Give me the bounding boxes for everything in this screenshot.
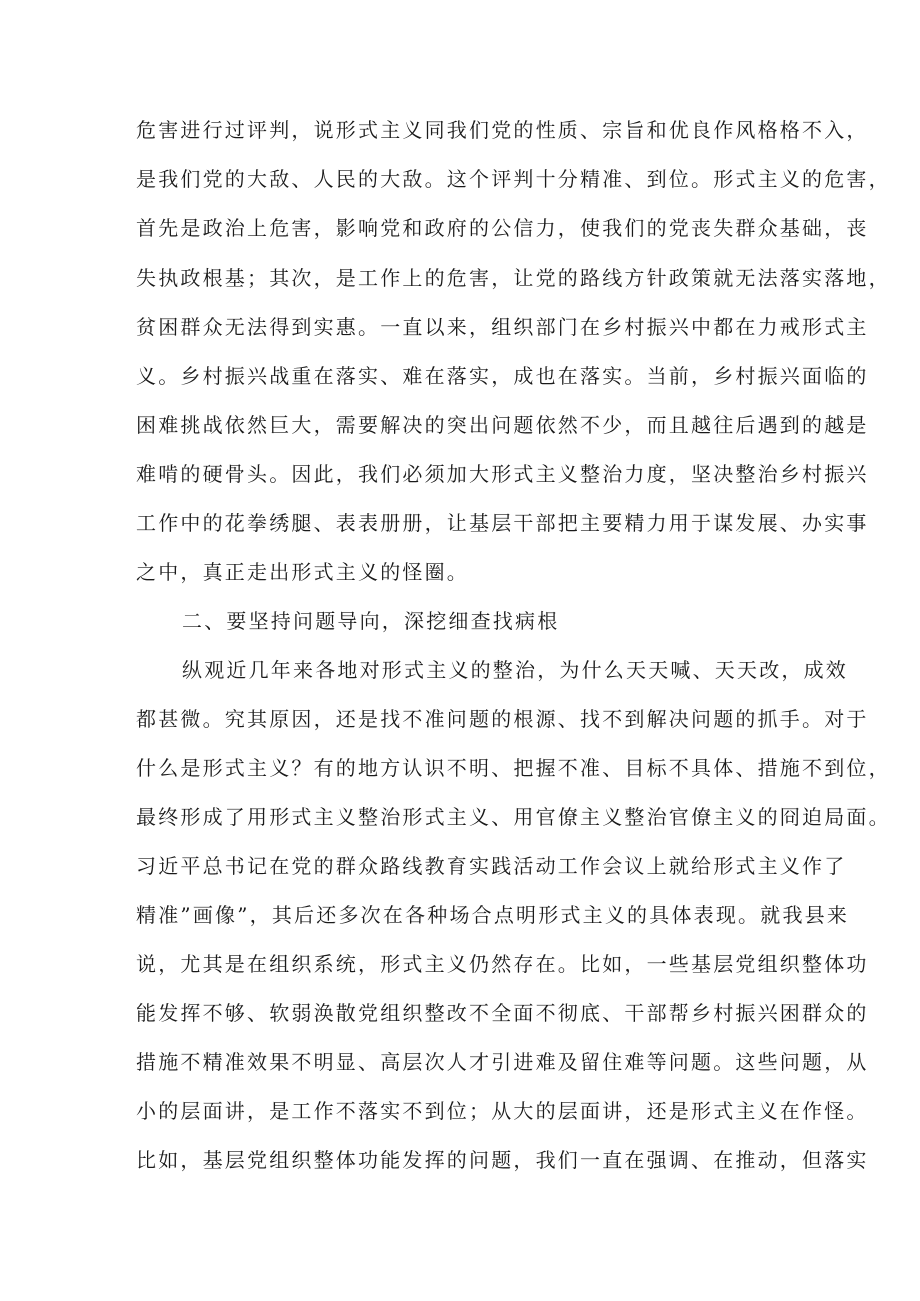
text-line: 义。乡村振兴战重在落实、难在落实，成也在落实。当前，乡村振兴面临的 — [136, 364, 869, 388]
text-line: 都甚微。究其原因，还是找不准问题的根源、找不到解决问题的抓手。对于 — [136, 707, 869, 731]
text-line: 危害进行过评判，说形式主义同我们党的性质、宗旨和优良作风格格不入， — [136, 118, 869, 142]
text-line: 难啃的硬骨头。因此，我们必须加大形式主义整治力度，坚决整治乡村振兴 — [136, 462, 869, 486]
text-line: 困难挑战依然巨大，需要解决的突出问题依然不少，而且越往后遇到的越是 — [136, 413, 869, 437]
text-line: 之中，真正走出形式主义的怪圈。 — [136, 560, 469, 584]
text-line: 贫困群众无法得到实惠。一直以来，组织部门在乡村振兴中都在力戒形式主 — [136, 315, 869, 339]
text-line: 最终形成了用形式主义整治形式主义、用官僚主义整治官僚主义的冏迫局面。 — [136, 805, 891, 829]
text-line: 纵观近几年来各地对形式主义的整治，为什么天天喊、天天改，成效 — [182, 658, 848, 682]
text-line: 是我们党的大敌、人民的大敌。这个评判十分精准、到位。形式主义的危害， — [136, 167, 891, 191]
text-line: 能发挥不够、软弱涣散党组织整改不全面不彻底、干部帮乡村振兴困群众的 — [136, 1001, 869, 1025]
text-line: 习近平总书记在党的群众路线教育实践活动工作会议上就给形式主义作了 — [136, 854, 847, 878]
text-line: 说，尤其是在组织系统，形式主义仍然存在。比如，一些基层党组织整体功 — [136, 952, 869, 976]
text-line: 首先是政治上危害，影响党和政府的公信力，使我们的党丧失群众基础，丧 — [136, 216, 869, 240]
text-line: 小的层面讲，是工作不落实不到位；从大的层面讲，还是形式主义在作怪。 — [136, 1099, 869, 1123]
text-line: 工作中的花拳绣腿、表表册册，让基层干部把主要精力用于谋发展、办实事 — [136, 511, 869, 535]
text-line: 措施不精准效果不明显、高层次人才引进难及留住难等问题。这些问题，从 — [136, 1050, 869, 1074]
text-line: 精准”画像”，其后还多次在各种场合点明形式主义的具体表现。就我县来 — [136, 903, 850, 927]
text-line: 比如，基层党组织整体功能发挥的问题，我们一直在强调、在推动，但落实 — [136, 1148, 869, 1172]
text-line: 什么是形式主义？有的地方认识不明、把握不准、目标不具体、措施不到位， — [136, 756, 891, 780]
text-line: 失执政根基；其次，是工作上的危害，让党的路线方针政策就无法落实落地， — [136, 266, 891, 290]
section-heading: 二、要坚持问题导向，深挖细查找病根 — [182, 609, 560, 633]
